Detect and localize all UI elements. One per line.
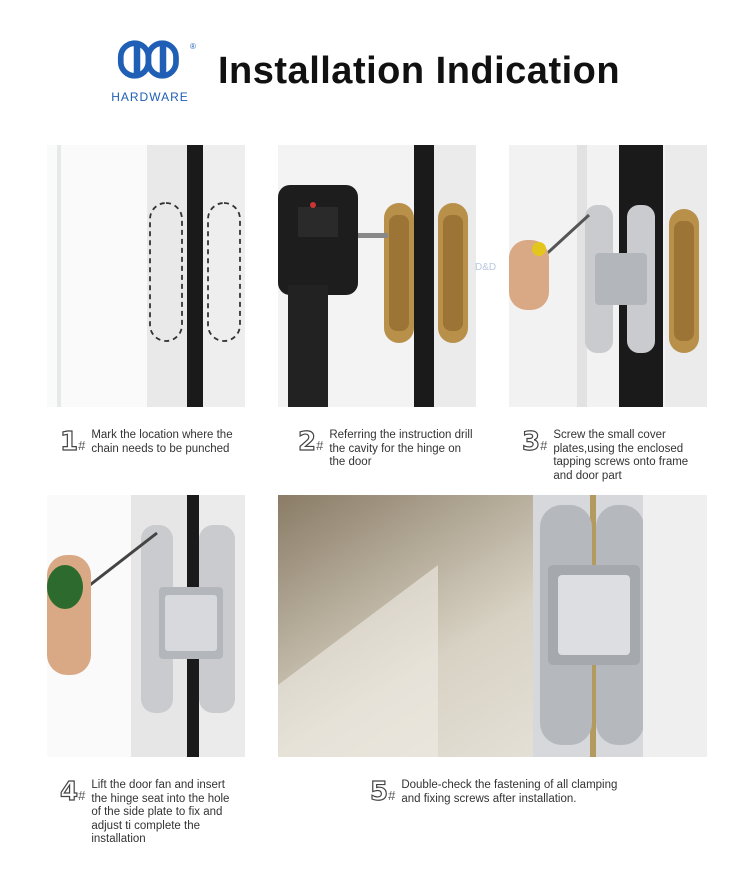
step-3-hash: # bbox=[540, 438, 548, 453]
watermark: D&D bbox=[475, 262, 497, 273]
step-1-text: Mark the location where the chain needs to be punched bbox=[91, 429, 233, 455]
step-2-photo bbox=[278, 145, 476, 407]
step-5-caption bbox=[370, 779, 630, 806]
step-2-number: 2 bbox=[298, 427, 317, 457]
step-3-number: 3 bbox=[522, 427, 541, 457]
step-1-hash: # bbox=[78, 438, 86, 453]
step-3-photo bbox=[509, 145, 707, 407]
registered-mark: ® bbox=[190, 42, 196, 51]
step-2-hash: # bbox=[316, 438, 324, 453]
step-1-caption bbox=[60, 429, 250, 456]
step-3-text: Screw the small cover plates,using the enclosed tapping screws onto frame and door part bbox=[553, 429, 689, 482]
step-4-caption bbox=[60, 779, 250, 847]
step-4-hash: # bbox=[78, 788, 86, 803]
step-5-number: 5 bbox=[370, 777, 389, 807]
step-5-photo bbox=[278, 495, 707, 757]
page-title: Installation Indication bbox=[218, 50, 621, 92]
step-1-photo bbox=[47, 145, 245, 407]
step-4-photo bbox=[47, 495, 245, 757]
dd-logo-icon bbox=[104, 40, 196, 92]
step-5-text: Double-check the fastening of all clamping and fixing screws after installation. bbox=[401, 779, 618, 805]
step-2-caption bbox=[298, 429, 488, 470]
step-4-number: 4 bbox=[60, 777, 79, 807]
step-4-text: Lift the door fan and insert the hinge seat into the hole of the side plate to fix and adjust ti complete the installation bbox=[91, 779, 230, 845]
step-1-number: 1 bbox=[60, 427, 79, 457]
step-3-caption bbox=[522, 429, 712, 483]
brand-logo-text: HARDWARE bbox=[111, 90, 189, 104]
step-2-text: Referring the instruction drill the cavity for the hinge on the door bbox=[329, 429, 473, 468]
step-5-hash: # bbox=[388, 788, 396, 803]
